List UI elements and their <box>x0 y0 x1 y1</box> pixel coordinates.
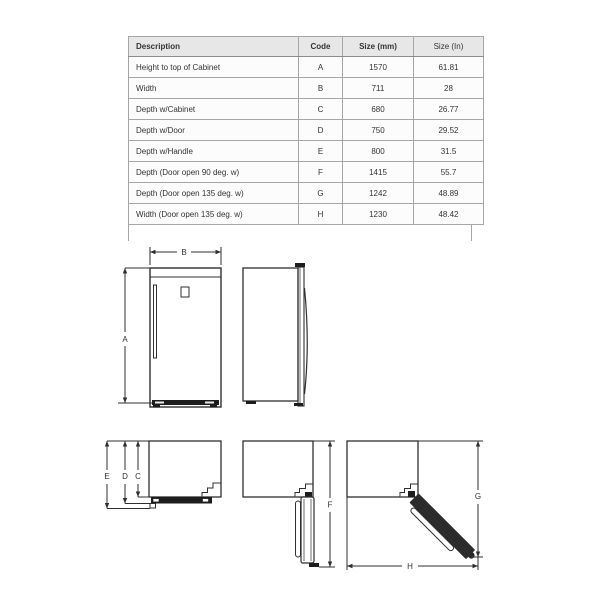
cell-description: Width (Door open 135 deg. w) <box>129 204 299 225</box>
width-dim-label: B <box>181 248 187 257</box>
cell-description: Depth w/Door <box>129 120 299 141</box>
top-view-open135-drawing <box>340 432 490 577</box>
door-side-outline <box>298 267 304 406</box>
cell-description: Depth w/Handle <box>129 141 299 162</box>
cell-code: H <box>299 204 343 225</box>
cell-code: C <box>299 99 343 120</box>
door-depth-label: D <box>122 472 128 481</box>
header-size-in: Size (In) <box>414 37 484 57</box>
cabinet-depth-label: C <box>135 472 141 481</box>
cell-mm: 680 <box>343 99 414 120</box>
cell-mm: 750 <box>343 120 414 141</box>
top-hinge <box>295 263 305 267</box>
cell-code: G <box>299 183 343 204</box>
cell-in: 28 <box>414 78 484 99</box>
door-handle <box>154 285 157 358</box>
cabinet-outline <box>150 268 221 407</box>
top-view-open90-drawing <box>232 432 337 577</box>
handle-protrusion <box>150 504 156 509</box>
feet <box>246 401 303 406</box>
cell-mm: 1242 <box>343 183 414 204</box>
table-row <box>129 162 484 183</box>
cell-mm: 800 <box>343 141 414 162</box>
open135-door <box>406 492 482 566</box>
dimension-line-c <box>136 441 149 497</box>
side-view-drawing <box>234 244 314 412</box>
door-handle-top <box>296 501 301 557</box>
table-row <box>129 99 484 120</box>
height-dim-label: A <box>122 335 128 344</box>
hinge-pivot <box>305 492 312 497</box>
cell-code: D <box>299 120 343 141</box>
hinge-pivot <box>408 491 415 497</box>
open135-width-label: H <box>407 562 413 571</box>
front-view-drawing <box>106 244 232 412</box>
cell-in: 26.77 <box>414 99 484 120</box>
cell-mm: 711 <box>343 78 414 99</box>
header-description: Description <box>129 37 299 57</box>
top-view-closed-drawing <box>94 432 229 577</box>
spec-table <box>128 36 472 225</box>
table-footer-border <box>128 224 472 241</box>
closed-door-bar <box>151 497 212 504</box>
cell-description: Depth (Door open 135 deg. w) <box>129 183 299 204</box>
door-foot <box>309 563 319 567</box>
table-row <box>129 183 484 204</box>
open-door-outline <box>301 497 314 563</box>
open90-depth-label: F <box>327 500 333 510</box>
handle-arc <box>305 288 308 394</box>
cell-in: 61.81 <box>414 57 484 78</box>
table-header-row <box>129 37 484 57</box>
cell-in: 48.89 <box>414 183 484 204</box>
cell-description: Height to top of Cabinet <box>129 57 299 78</box>
open135-depth-label: G <box>474 492 482 501</box>
cell-mm: 1230 <box>343 204 414 225</box>
header-code: Code <box>299 37 343 57</box>
cell-code: F <box>299 162 343 183</box>
table-row <box>129 57 484 78</box>
cell-mm: 1570 <box>343 57 414 78</box>
cabinet-side-outline <box>243 268 298 401</box>
cell-code: B <box>299 78 343 99</box>
hinge-step <box>202 483 221 497</box>
table-row <box>129 78 484 99</box>
table-row <box>129 141 484 162</box>
handle-depth-label: E <box>104 472 110 481</box>
control-panel <box>181 287 189 297</box>
cell-code: E <box>299 141 343 162</box>
cell-in: 55.7 <box>414 162 484 183</box>
cell-mm: 1415 <box>343 162 414 183</box>
table-row <box>129 204 484 225</box>
cell-description: Depth w/Cabinet <box>129 99 299 120</box>
cell-in: 29.52 <box>414 120 484 141</box>
cell-in: 31.5 <box>414 141 484 162</box>
header-size-mm: Size (mm) <box>343 37 414 57</box>
cell-description: Depth (Door open 90 deg. w) <box>129 162 299 183</box>
cell-description: Width <box>129 78 299 99</box>
cell-in: 48.42 <box>414 204 484 225</box>
cell-code: A <box>299 57 343 78</box>
table-row <box>129 120 484 141</box>
